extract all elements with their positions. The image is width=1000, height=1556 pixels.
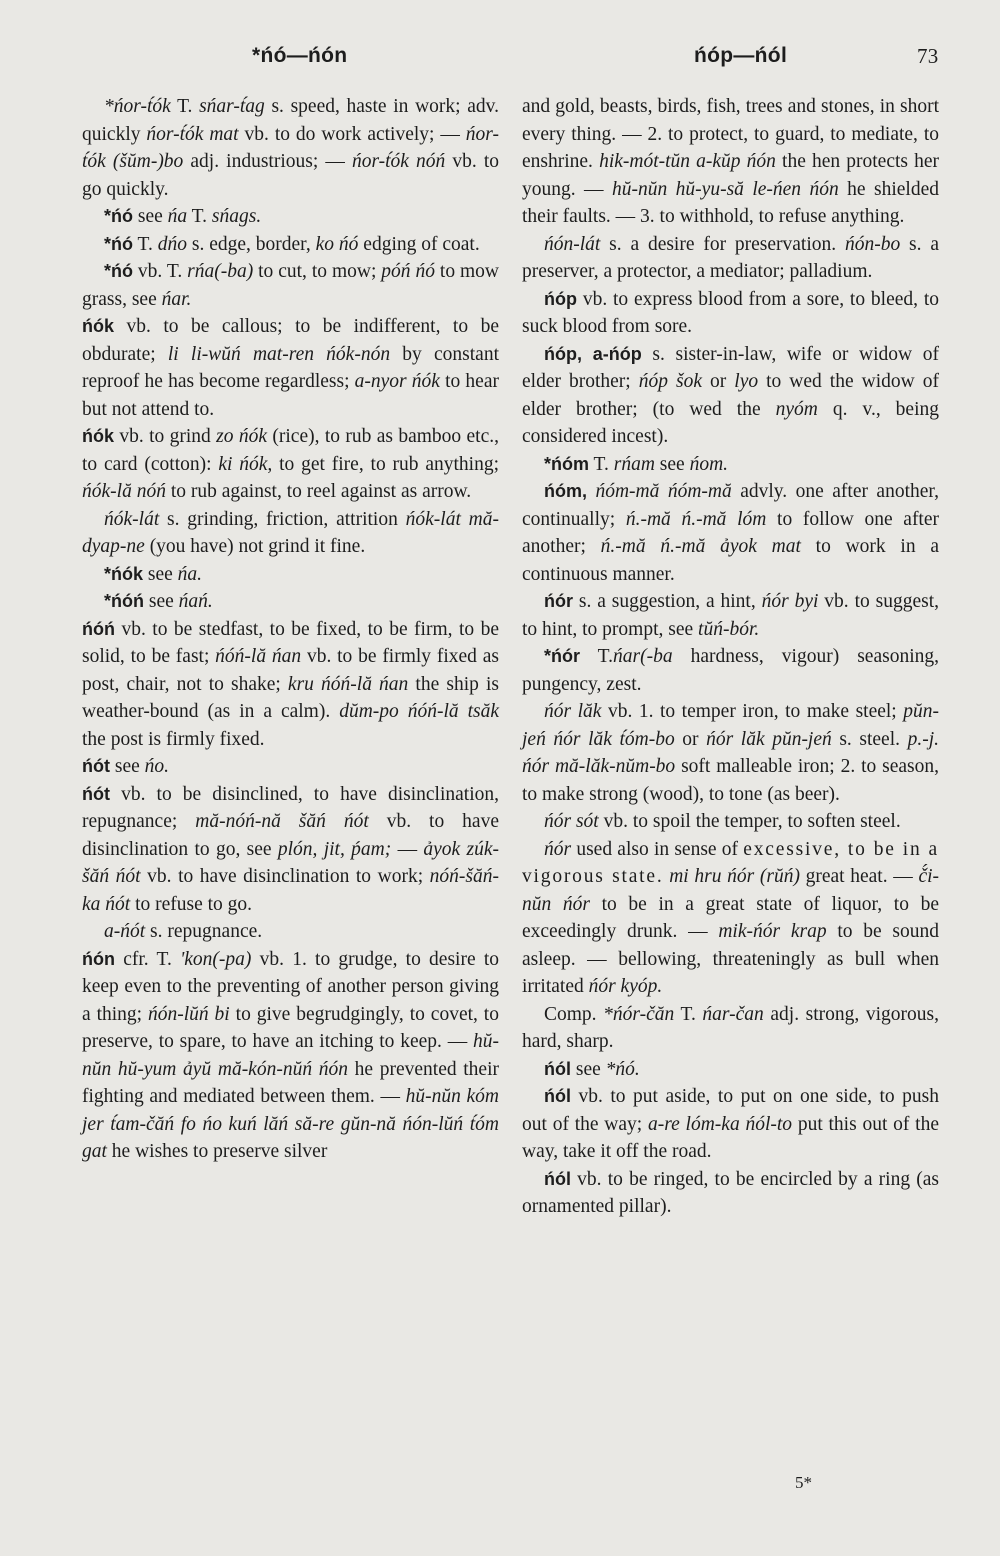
italic-term: póń ńó [381, 261, 435, 282]
italic-term: rńam [613, 453, 655, 475]
italic-term: a-ńót [104, 921, 146, 942]
italic-term: *ńor-t́ók [104, 96, 171, 117]
italic-term: 'kon(-pa) [180, 948, 252, 970]
entry-text: to get fire, to rub anything; [272, 453, 500, 475]
dictionary-entry [522, 341, 939, 451]
italic-term: mi hru ńór (rŭń) [669, 866, 800, 887]
headword: *ńóm [544, 453, 589, 474]
entry-text: to cut, to mow; [253, 261, 382, 282]
entry-text: the hen protects her young. — [522, 151, 939, 200]
entry-text: vb. to be stedfast, to be fixed, to be firm, to be solid, to be fast; [82, 618, 499, 667]
italic-term: č́i-nŭn ńór [522, 866, 940, 915]
entry-text: he shielded their faults. — 3. to withhold, to refuse anything. [522, 178, 940, 227]
entry-text: advly. one after another, continually; [522, 481, 939, 530]
italic-term: dŭm-po ńóń-lă tsăk [339, 701, 500, 722]
headword: ńók [82, 426, 115, 446]
italic-term: *ńó. [605, 1058, 640, 1080]
dictionary-entry [522, 231, 939, 286]
entry-text: or [674, 728, 707, 750]
italic-term: mă-nóń-nă šăń ńót [195, 811, 369, 832]
italic-term: dńo [157, 233, 187, 255]
italic-term: ńók-lát mă-dyap-ne [82, 508, 499, 557]
dictionary-entry [522, 286, 939, 341]
dictionary-entry [522, 1001, 939, 1056]
entry-text: (rice), to rub as bamboo etc., to card (cotton): [82, 426, 499, 475]
running-head-right: ńóp—ńól [694, 44, 788, 67]
italic-term: p.-j. ńór mă-lăk-nŭm-bo [522, 728, 939, 777]
italic-term: nyóm [775, 398, 818, 420]
entry-text: vb. T. [133, 261, 188, 282]
dictionary-entry [82, 203, 499, 231]
italic-term: ńók-lát [104, 508, 160, 530]
dictionary-entry [82, 588, 499, 616]
italic-term: *ńór-čăn [603, 1003, 675, 1025]
entry-text: put this out of the way, take it off the road. [522, 1113, 940, 1162]
entry-text: to hear but not attend to. [82, 371, 499, 420]
entry-text: vb. to be ringed, to be encircled by a ring (as ornamented pillar). [522, 1168, 939, 1217]
italic-term: a-re lóm-ka ńól-to [648, 1113, 793, 1135]
entry-text: he wishes to preserve silver [106, 1141, 328, 1162]
italic-term: ńón-bo [844, 233, 901, 255]
italic-term: li li-wŭń mat-ren ńók-nón [167, 343, 391, 365]
entry-text: hardness, vigour) seasoning, pungency, zest. [522, 646, 939, 695]
headword: *ńó [104, 233, 133, 254]
dictionary-entry [82, 231, 499, 259]
dictionary-entry [522, 588, 939, 643]
entry-text: T. [589, 453, 614, 475]
entry-text: s. repugnance. [145, 921, 263, 942]
left-column [82, 93, 499, 1166]
entry-text: vb. to do work actively; — [238, 123, 466, 145]
entry-text: to be in a great state of liquor, to be exceedingly drunk. — [522, 893, 939, 942]
entry-text: s. speed, haste in work; adv. quickly [82, 96, 499, 145]
spaced-text: excessive, to be in a vigorous state. [522, 838, 939, 887]
entry-text: s. a suggestion, a hint, [573, 591, 762, 612]
entry-text: s. grinding, friction, attrition [159, 508, 406, 530]
headword: *ńóń [104, 591, 144, 611]
dictionary-entry [522, 478, 939, 588]
entry-text: vb. to grind [114, 426, 217, 447]
headword: ńór [544, 591, 573, 611]
entry-text: vb. to express blood from a sore, to bleed, to suck blood from sore. [522, 288, 939, 337]
italic-term: ńar-čan [702, 1003, 764, 1025]
entry-text: see [571, 1058, 606, 1080]
headword: ńól [544, 1086, 571, 1106]
entry-text: to be sound asleep. — bellowing, threateningly as bull when irritated [522, 921, 939, 997]
dictionary-entry [522, 1166, 939, 1221]
entry-text: s. a desire for preservation. [600, 233, 845, 255]
italic-term: sńags. [211, 206, 262, 227]
italic-term: ńór kyóp. [588, 976, 663, 997]
italic-term: ńor-t́ók mat [146, 123, 239, 145]
headword: ńót [82, 783, 110, 804]
entry-text: the ship is weather-bound (as in a calm). [82, 673, 499, 722]
dictionary-entry [522, 451, 939, 479]
entry-text: to wed the widow of elder brother; (to wed the [522, 371, 939, 420]
entry-text: to refuse to go. [130, 893, 253, 915]
entry-text: adj. strong, vigorous, hard, sharp. [522, 1003, 939, 1052]
entry-text: to rub against, to reel against as arrow. [165, 481, 472, 502]
italic-term: ńór lăk pŭn-jeń [706, 728, 832, 750]
italic-term: ńa [167, 206, 188, 227]
italic-term: ńań. [178, 591, 213, 612]
italic-term: ńom. [689, 453, 729, 475]
dictionary-entry [82, 753, 499, 781]
italic-term: rńa(-ba) [187, 261, 254, 282]
dictionary-entry [522, 698, 939, 808]
entry-text: T. [187, 206, 212, 227]
signature-mark: 5* [795, 1473, 812, 1492]
headword: ńól [544, 1168, 571, 1189]
italic-term: a-nyor ńók [354, 371, 440, 392]
entry-text: edging of coat. [358, 233, 480, 255]
headword: ńól [544, 1058, 571, 1079]
italic-term: ńón-lát [544, 233, 601, 255]
italic-term: ńóm-mă ńóm-mă [595, 481, 732, 502]
dictionary-entry [82, 561, 499, 589]
entry-text: q. v., being considered incest). [522, 398, 939, 447]
dictionary-entry [522, 93, 939, 231]
entry-text: see [654, 453, 690, 475]
dictionary-entry [82, 616, 499, 754]
entry-text: vb. to go quickly. [82, 151, 500, 200]
italic-term: tŭń-bór. [698, 618, 760, 640]
entry-text: by constant reproof he has become regardless; [82, 343, 500, 392]
entry-text: to follow one after another; [522, 508, 939, 557]
dictionary-entry [522, 643, 939, 698]
headword: *ńór [544, 646, 580, 666]
italic-term: ńór byi [761, 591, 819, 612]
italic-term: ńón-lŭń bi [147, 1003, 230, 1025]
entry-text: the post is firmly fixed. [82, 728, 265, 750]
italic-term: ko ńó [315, 233, 359, 255]
entry-text: adj. industrious; — [183, 151, 352, 172]
italic-term: ńór sót [544, 811, 599, 832]
dictionary-entry [522, 1056, 939, 1084]
italic-term: hik-mót-tŭn a-kŭp ńón [599, 151, 776, 172]
entry-text: — [391, 838, 424, 860]
headword: ńót [82, 756, 110, 776]
italic-term: ńar(-ba [613, 646, 673, 667]
dictionary-entry [82, 946, 499, 1166]
headword: *ńó [104, 261, 133, 281]
dictionary-entry [522, 1083, 939, 1166]
entry-text: Comp. [544, 1003, 604, 1025]
entry-text: s. a preserver, a protector, a mediator; palladium. [522, 233, 939, 282]
italic-term: mik-ńór krap [718, 921, 827, 942]
dictionary-entry [82, 313, 499, 423]
entry-text: great heat. — [799, 866, 919, 887]
italic-term: hŭ-nŭn hŭ-yum ảyŭ mă-kón-nŭń ńón [82, 1031, 499, 1080]
headword: *ńók [104, 563, 144, 584]
entry-text: vb. 1. to grudge, to desire to keep even to the preventing of another person giving a thing; [82, 948, 499, 1025]
headword: ńón [82, 948, 115, 969]
dictionary-entry [522, 808, 939, 836]
italic-term: ki ńók, [218, 453, 273, 475]
page-number: 73 [917, 44, 939, 68]
italic-term: ń.-mă ń.-mă ảyok mat [600, 536, 801, 557]
entry-text: T. [674, 1003, 703, 1025]
dictionary-entry [82, 506, 499, 561]
dictionary-entry [522, 836, 939, 1001]
italic-term: ńók-lă nóń [82, 481, 166, 502]
italic-term: ńor-t́ók nóń [351, 151, 446, 172]
entry-text: T. [133, 233, 158, 255]
entry-text: T. [580, 646, 614, 667]
entry-text: (you have) not grind it fine. [144, 536, 366, 557]
italic-term: hŭ-nŭn kóm jer t́am-čăń fo ńo kuń lăń să-re gŭn-nă ńón-lŭń t́óm gat [82, 1086, 500, 1162]
entry-text: used also in sense of [571, 838, 744, 860]
italic-term: ńa. [177, 563, 203, 585]
italic-term: ńór [544, 838, 572, 860]
entry-text: see [143, 563, 178, 585]
dictionary-entry [82, 93, 499, 203]
entry-text: or [702, 371, 735, 392]
italic-term: zo ńók [216, 426, 268, 447]
italic-term: ńóń-lă ńan [215, 646, 302, 667]
dictionary-entry [82, 423, 499, 506]
entry-text: vb. to be disinclined, to have disinclination, repugnance; [82, 783, 499, 832]
italic-term: nóń-šăń-ka ńót [82, 866, 499, 915]
italic-term: hŭ-nŭn hŭ-yu-să le-ńen ńón [612, 178, 839, 200]
italic-term: ń.-mă ń.-mă lóm [625, 508, 767, 530]
entry-text: s. sister-in-law, wife or widow of elder brother; [522, 343, 939, 392]
entry-text: vb. to have disinclination to work; [140, 866, 430, 887]
italic-term: ńóp šok [638, 371, 702, 392]
italic-term: lyo [734, 371, 759, 392]
entry-text: to give begrudgingly, to covet, to preserve, to spare, to have an itching to keep. — [82, 1003, 499, 1052]
dictionary-entry [82, 918, 499, 946]
entry-text: vb. to spoil the temper, to soften steel. [598, 811, 901, 832]
right-column [522, 93, 939, 1221]
entry-text: T. [170, 96, 200, 117]
headword: ńóm, [544, 481, 587, 501]
entry-text: see [133, 206, 168, 227]
entry-text: see [144, 591, 179, 612]
headword: ńóp [544, 288, 577, 309]
italic-term: sńar-t́ag [199, 96, 265, 117]
entry-text: vb. to put aside, to put on one side, to push out of the way; [522, 1086, 939, 1135]
entry-text: vb. to suggest, to hint, to prompt, see [522, 591, 940, 640]
entry-text: to mow grass, see [82, 261, 500, 310]
dictionary-entry [82, 258, 499, 313]
running-head-left: *ńó—ńón [252, 44, 348, 67]
italic-term: ńar. [161, 288, 192, 310]
entry-text: cfr. T. [115, 948, 181, 970]
entry-text: soft malleable iron; 2. to season, to make strong (wood), to tone (as beer). [522, 756, 939, 805]
entry-text: see [109, 756, 145, 777]
italic-term: pŭn-jeń ńór lăk t́óm-bo [522, 701, 939, 750]
italic-term: ńo. [144, 756, 170, 777]
italic-term: ńór lăk [544, 701, 602, 722]
headword: ńóp, a-ńóp [544, 343, 642, 364]
entry-text: vb. to be callous; to be indifferent, to be obdurate; [82, 316, 499, 365]
entry-text: he prevented their fighting and mediated between them. — [82, 1058, 499, 1107]
headword: ńóń [82, 618, 115, 639]
italic-term: plón, jit, ṕam; [277, 838, 392, 860]
entry-text: vb. to have disinclination to go, see [82, 811, 499, 860]
entry-text: s. steel. [831, 728, 908, 750]
entry-text: s. edge, border, [187, 233, 316, 255]
entry-text: vb. to be firmly fixed as post, chair, not to shake; [82, 646, 499, 695]
headword: ńók [82, 316, 115, 336]
headword: *ńó [104, 206, 133, 226]
entry-text: and gold, beasts, birds, fish, trees and stones, in short every thing. — 2. to protect, to guard, to mediate, to enshrine. [522, 96, 939, 172]
entry-text: vb. 1. to temper iron, to make steel; [601, 701, 904, 722]
dictionary-entry [82, 781, 499, 919]
entry-text: to work in a continuous manner. [522, 536, 940, 585]
italic-term: kru ńóń-lă ńan [287, 673, 409, 695]
italic-term: ńor-t́ók (šŭm-)bo [82, 123, 499, 172]
italic-term: ảyok zúk-šăń ńót [82, 838, 500, 887]
